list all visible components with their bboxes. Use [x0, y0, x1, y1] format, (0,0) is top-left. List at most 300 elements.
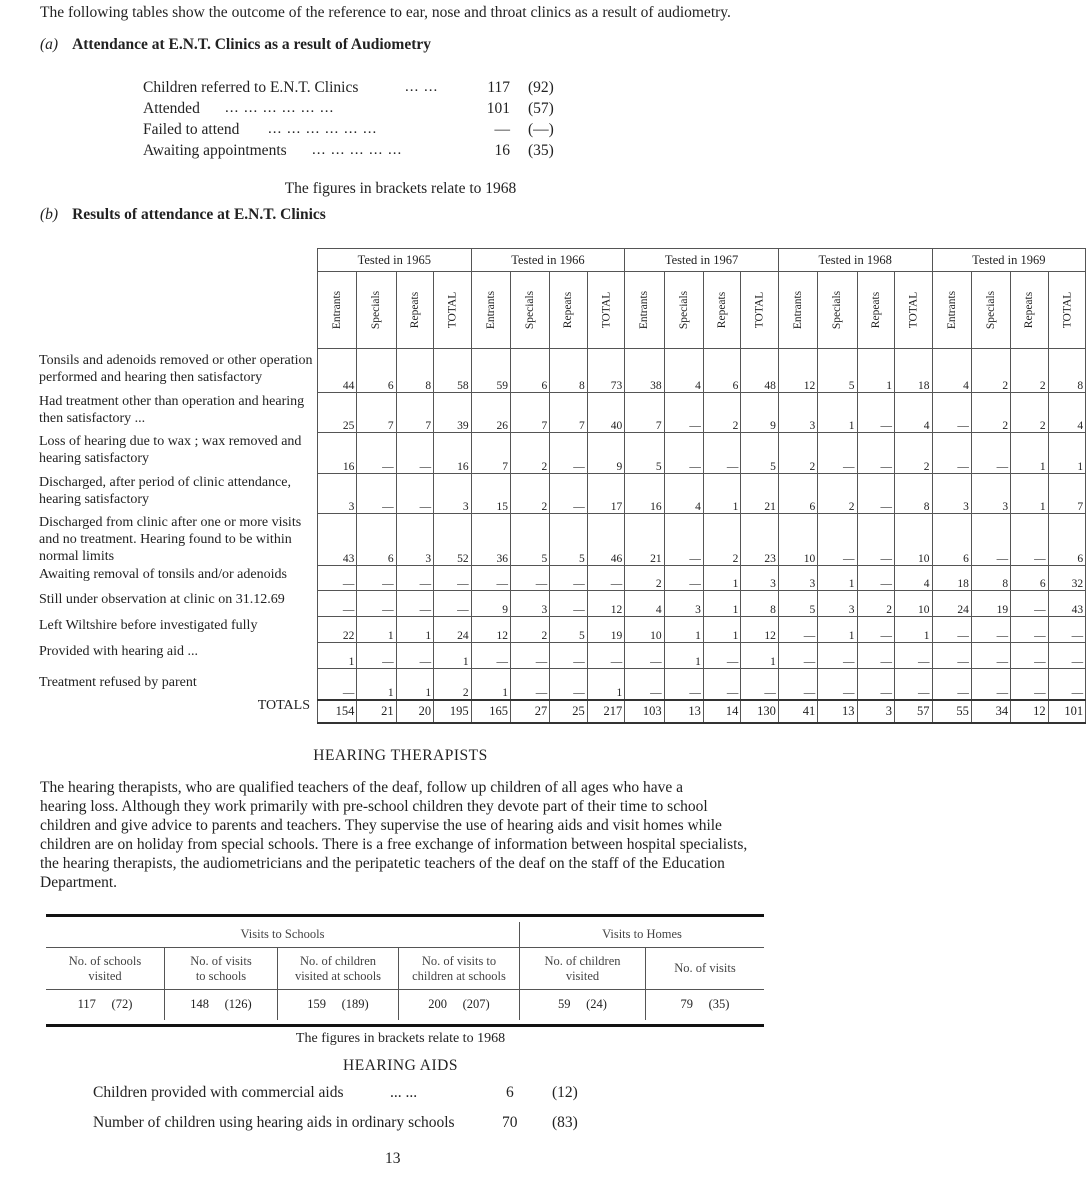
results-body [318, 349, 1086, 723]
visits-value: 117 (72) [46, 990, 165, 1020]
visits-header: No. of visits to schools [165, 948, 278, 990]
table-cell: — [625, 643, 664, 669]
table-cell: — [318, 591, 357, 617]
table-cell: — [778, 643, 817, 669]
aids-value: 6 [506, 1084, 514, 1101]
totals-cell: 165 [471, 700, 510, 723]
table-cell: 1 [818, 393, 857, 433]
table-cell: — [625, 669, 664, 700]
table-cell: 10 [894, 591, 932, 617]
table-cell: — [778, 617, 817, 643]
table-cell: 3 [396, 514, 433, 566]
attendance-prev: (35) [528, 142, 554, 159]
column-header-label: Specials [831, 290, 844, 330]
table-cell: — [664, 566, 703, 591]
totals-cell: 217 [587, 700, 625, 723]
table-cell: 43 [1048, 591, 1086, 617]
column-header [664, 272, 703, 349]
table-cell: 10 [625, 617, 664, 643]
table-cell: 4 [932, 349, 971, 393]
aids-prev: (83) [552, 1114, 578, 1131]
table-cell: 9 [587, 433, 625, 474]
totals-cell: 3 [857, 700, 894, 723]
intro-text: The following tables show the outcome of the reference to ear, nose and throat clinics as a result of audiometry. [40, 4, 731, 21]
column-header [625, 272, 664, 349]
column-header-label: TOTAL [907, 291, 920, 329]
totals-cell: 195 [434, 700, 472, 723]
table-cell: 6 [932, 514, 971, 566]
table-cell: 2 [434, 669, 472, 700]
table-cell: 6 [510, 349, 549, 393]
column-header [510, 272, 549, 349]
totals-cell: 13 [664, 700, 703, 723]
table-cell: 3 [318, 474, 357, 514]
totals-cell: 25 [550, 700, 587, 723]
results-row-label: Had treatment other than operation and hearing then satisfactory ... [39, 394, 305, 426]
table-cell: — [857, 393, 894, 433]
table-cell: — [357, 566, 396, 591]
table-cell: 1 [357, 669, 396, 700]
table-cell: — [587, 643, 625, 669]
table-row [318, 433, 1086, 474]
table-cell: 6 [703, 349, 740, 393]
column-header [1048, 272, 1086, 349]
column-header-label: Specials [677, 290, 690, 330]
attendance-prev: (92) [528, 79, 554, 96]
table-cell: 5 [741, 433, 779, 474]
results-row-label: Loss of hearing due to wax ; wax removed and hearing satisfactory [39, 434, 302, 466]
table-cell: 24 [932, 591, 971, 617]
table-cell: 1 [1011, 474, 1048, 514]
table-cell: — [971, 643, 1010, 669]
table-cell: 7 [550, 393, 587, 433]
table-cell: — [857, 514, 894, 566]
table-row [318, 474, 1086, 514]
table-cell: 4 [894, 566, 932, 591]
table-cell: — [510, 669, 549, 700]
table-cell: — [818, 433, 857, 474]
results-row-label: Discharged from clinic after one or more visits and no treatment. Hearing found to be within normal limits [39, 515, 302, 564]
attendance-prev: (—) [528, 121, 554, 138]
table-cell: 7 [1048, 474, 1086, 514]
results-row-label: Tonsils and adenoids removed or other operation performed and hearing then satisfactory [39, 353, 313, 385]
visits-value: 200 (207) [399, 990, 520, 1020]
table-cell: 1 [1048, 433, 1086, 474]
column-header [396, 272, 433, 349]
table-cell: 2 [1011, 349, 1048, 393]
table-cell: — [396, 566, 433, 591]
totals-cell: 34 [971, 700, 1010, 723]
attendance-label: Children referred to E.N.T. Clinics [143, 79, 359, 96]
results-row-label: Still under observation at clinic on 31.12.69 [39, 592, 285, 607]
table-cell: 5 [550, 514, 587, 566]
table-cell: 3 [818, 591, 857, 617]
table-cell: — [932, 643, 971, 669]
visits-to-homes-header: Visits to Homes [602, 926, 682, 941]
table-cell: 3 [510, 591, 549, 617]
therapists-heading: HEARING THERAPISTS [313, 747, 488, 764]
results-table [317, 248, 1086, 724]
attendance-dots: ... ... ... ... ... [312, 142, 403, 158]
totals-row [318, 700, 1086, 723]
column-header [971, 272, 1010, 349]
table-cell: 2 [857, 591, 894, 617]
table-cell: 2 [971, 393, 1010, 433]
table-row [318, 393, 1086, 433]
totals-cell: 103 [625, 700, 664, 723]
table-cell: 1 [818, 566, 857, 591]
table-cell: — [971, 514, 1010, 566]
table-cell: — [1048, 643, 1086, 669]
table-cell: 6 [1011, 566, 1048, 591]
table-cell: 25 [318, 393, 357, 433]
column-header-label: Repeats [1023, 291, 1036, 329]
column-header-label: Specials [370, 290, 383, 330]
totals-cell: 13 [818, 700, 857, 723]
column-header-label: TOTAL [599, 291, 612, 329]
table-cell: — [818, 514, 857, 566]
results-row-label: Awaiting removal of tonsils and/or adenoids [39, 567, 287, 582]
table-cell: — [703, 433, 740, 474]
table-cell: — [857, 617, 894, 643]
table-cell: 4 [625, 591, 664, 617]
table-cell: 12 [778, 349, 817, 393]
column-header [894, 272, 932, 349]
column-header-label: Entrants [484, 290, 497, 330]
table-cell: — [357, 433, 396, 474]
table-cell: 2 [625, 566, 664, 591]
table-cell: 1 [818, 617, 857, 643]
table-cell: 9 [741, 393, 779, 433]
column-header-label: Repeats [562, 291, 575, 329]
table-cell: 6 [778, 474, 817, 514]
column-header-label: Entrants [331, 290, 344, 330]
table-cell: — [1011, 514, 1048, 566]
table-cell: 7 [625, 393, 664, 433]
totals-cell: 14 [703, 700, 740, 723]
table-cell: — [971, 669, 1010, 700]
results-row-label: Provided with hearing aid ... [39, 644, 199, 659]
table-cell: — [932, 617, 971, 643]
table-cell: — [818, 643, 857, 669]
visits-table [46, 914, 764, 1027]
attendance-value: 16 [494, 142, 510, 159]
table-cell: 16 [318, 433, 357, 474]
table-cell: — [550, 669, 587, 700]
table-cell: — [857, 474, 894, 514]
totals-cell: 101 [1048, 700, 1086, 723]
table-cell: 4 [1048, 393, 1086, 433]
column-header-label: TOTAL [753, 291, 766, 329]
results-row-label: Treatment refused by parent [39, 675, 197, 690]
table-cell: 12 [587, 591, 625, 617]
visits-value: 79 (35) [680, 997, 730, 1012]
table-cell: 2 [971, 349, 1010, 393]
table-cell: — [664, 393, 703, 433]
section-a-label: (a) [40, 36, 59, 53]
table-cell: 3 [778, 566, 817, 591]
table-cell: — [971, 433, 1010, 474]
table-row [318, 669, 1086, 700]
table-cell: 23 [741, 514, 779, 566]
table-cell: — [510, 566, 549, 591]
year-header: Tested in 1968 [778, 249, 932, 272]
totals-cell: 55 [932, 700, 971, 723]
table-cell: 1 [664, 643, 703, 669]
table-cell: 12 [471, 617, 510, 643]
table-cell: 36 [471, 514, 510, 566]
visits-value: 159 (189) [278, 990, 399, 1020]
column-header-label: TOTAL [1060, 291, 1073, 329]
totals-cell: 41 [778, 700, 817, 723]
table-cell: 26 [471, 393, 510, 433]
therapists-paragraph [40, 778, 778, 892]
attendance-label: Awaiting appointments [143, 142, 287, 159]
table-cell: 19 [971, 591, 1010, 617]
paragraph-line: children are on holiday from special schools. There is a free exchange of information between hospital specialists, [40, 836, 748, 853]
table-cell: 2 [510, 474, 549, 514]
results-year-header [318, 249, 1086, 272]
table-cell: 8 [1048, 349, 1086, 393]
table-cell: 5 [625, 433, 664, 474]
table-cell: 8 [550, 349, 587, 393]
table-cell: — [357, 643, 396, 669]
table-cell: 39 [434, 393, 472, 433]
table-cell: — [357, 591, 396, 617]
year-header: Tested in 1967 [625, 249, 779, 272]
table-cell: — [664, 669, 703, 700]
table-cell: 19 [587, 617, 625, 643]
year-header: Tested in 1966 [471, 249, 625, 272]
table-cell: — [1048, 669, 1086, 700]
table-cell: 9 [471, 591, 510, 617]
visits-values-row [46, 990, 764, 1020]
column-header-label: Repeats [869, 291, 882, 329]
visits-header: No. of visits [674, 961, 736, 975]
section-b-title: Results of attendance at E.N.T. Clinics [72, 206, 326, 223]
table-cell: — [587, 566, 625, 591]
column-header-label: Repeats [408, 291, 421, 329]
table-cell: — [741, 669, 779, 700]
table-cell: — [818, 669, 857, 700]
table-cell: 6 [1048, 514, 1086, 566]
column-header [818, 272, 857, 349]
table-cell: 1 [857, 349, 894, 393]
paragraph-line: the hearing therapists, the audiometricians and the peripatetic teachers of the deaf on the staff of the Education [40, 855, 725, 872]
table-cell: — [550, 474, 587, 514]
attendance-value: 117 [487, 79, 510, 96]
table-cell: 43 [318, 514, 357, 566]
table-cell: — [471, 566, 510, 591]
table-cell: 1 [471, 669, 510, 700]
table-cell: 8 [396, 349, 433, 393]
column-header-label: Repeats [716, 291, 729, 329]
table-row [318, 349, 1086, 393]
table-cell: — [1011, 643, 1048, 669]
results-subheader [318, 272, 1086, 349]
table-cell: — [971, 617, 1010, 643]
table-cell: — [857, 669, 894, 700]
table-cell: 8 [971, 566, 1010, 591]
table-cell: — [510, 643, 549, 669]
table-cell: 24 [434, 617, 472, 643]
column-header [587, 272, 625, 349]
table-cell: — [396, 474, 433, 514]
table-cell: — [894, 643, 932, 669]
column-header [857, 272, 894, 349]
totals-cell: 57 [894, 700, 932, 723]
aids-heading: HEARING AIDS [343, 1057, 458, 1074]
table-cell: 8 [894, 474, 932, 514]
aids-prev: (12) [552, 1084, 578, 1101]
totals-cell: 154 [318, 700, 357, 723]
table-cell: 7 [396, 393, 433, 433]
table-cell: 8 [741, 591, 779, 617]
table-cell: 59 [471, 349, 510, 393]
table-cell: 15 [471, 474, 510, 514]
table-cell: 17 [587, 474, 625, 514]
aids-value: 70 [502, 1114, 518, 1131]
table-cell: 2 [778, 433, 817, 474]
table-cell: — [396, 433, 433, 474]
table-cell: — [550, 433, 587, 474]
visits-to-schools-header: Visits to Schools [46, 922, 520, 948]
table-cell: 6 [357, 349, 396, 393]
table-row [318, 617, 1086, 643]
results-row-label: Discharged, after period of clinic attendance, hearing satisfactory [39, 475, 292, 507]
table-cell: 16 [625, 474, 664, 514]
table-cell: 1 [703, 474, 740, 514]
table-cell: 1 [703, 617, 740, 643]
table-cell: — [471, 643, 510, 669]
paragraph-line: hearing loss. Although they work primarily with pre-school children they devote part of their time to school [40, 798, 708, 815]
table-cell: 18 [932, 566, 971, 591]
column-header [778, 272, 817, 349]
visits-header: No. of schools visited [46, 948, 165, 990]
table-cell: — [894, 669, 932, 700]
section-a-title: Attendance at E.N.T. Clinics as a result of Audiometry [72, 36, 432, 53]
table-row [318, 643, 1086, 669]
table-cell: 2 [1011, 393, 1048, 433]
column-header [550, 272, 587, 349]
table-cell: 5 [550, 617, 587, 643]
attendance-label: Attended [143, 100, 200, 117]
table-cell: 1 [587, 669, 625, 700]
column-header [741, 272, 779, 349]
table-cell: 5 [778, 591, 817, 617]
table-cell: — [932, 393, 971, 433]
visits-column-headers [46, 948, 764, 990]
table-cell: 16 [434, 433, 472, 474]
table-cell: 44 [318, 349, 357, 393]
table-cell: — [550, 566, 587, 591]
brackets-note: The figures in brackets relate to 1968 [284, 180, 517, 197]
totals-label: TOTALS [257, 698, 310, 713]
table-cell: 3 [741, 566, 779, 591]
table-cell: 1 [1011, 433, 1048, 474]
results-row-label: Left Wiltshire before investigated fully [39, 618, 258, 633]
table-cell: 7 [357, 393, 396, 433]
table-cell: 1 [357, 617, 396, 643]
column-header [703, 272, 740, 349]
totals-cell: 27 [510, 700, 549, 723]
table-cell: 7 [510, 393, 549, 433]
table-cell: — [703, 669, 740, 700]
table-cell: 5 [510, 514, 549, 566]
table-cell: 1 [703, 566, 740, 591]
table-cell: 1 [741, 643, 779, 669]
table-cell: 38 [625, 349, 664, 393]
totals-cell: 130 [741, 700, 779, 723]
table-cell: — [664, 433, 703, 474]
table-cell: — [857, 433, 894, 474]
section-b-heading [40, 206, 326, 224]
section-b-label: (b) [40, 206, 59, 223]
table-cell: 1 [664, 617, 703, 643]
page-number: 13 [385, 1150, 401, 1167]
table-cell: — [703, 643, 740, 669]
year-header: Tested in 1969 [932, 249, 1086, 272]
table-cell: — [318, 669, 357, 700]
visits-value: 148 (126) [165, 990, 278, 1020]
table-cell: — [857, 566, 894, 591]
table-cell: 46 [587, 514, 625, 566]
table-cell: 40 [587, 393, 625, 433]
visits-header: No. of children visited at schools [278, 948, 399, 990]
table-cell: 3 [932, 474, 971, 514]
table-cell: — [1011, 617, 1048, 643]
table-cell: — [318, 566, 357, 591]
table-cell: — [434, 566, 472, 591]
table-cell: 2 [894, 433, 932, 474]
column-header-label: Entrants [792, 290, 805, 330]
table-cell: 21 [741, 474, 779, 514]
table-cell: 2 [510, 433, 549, 474]
table-cell: 2 [703, 393, 740, 433]
table-cell: 58 [434, 349, 472, 393]
column-header [471, 272, 510, 349]
column-header-label: Specials [524, 290, 537, 330]
table-cell: — [932, 669, 971, 700]
column-header [357, 272, 396, 349]
table-cell: 4 [664, 474, 703, 514]
column-header [434, 272, 472, 349]
table-cell: — [932, 433, 971, 474]
table-cell: 52 [434, 514, 472, 566]
table-cell: 4 [894, 393, 932, 433]
table-cell: 1 [703, 591, 740, 617]
column-header-label: Entrants [638, 290, 651, 330]
totals-cell: 21 [357, 700, 396, 723]
attendance-dots: ... ... ... ... ... ... [225, 100, 335, 116]
table-cell: 2 [703, 514, 740, 566]
aids-label: Number of children using hearing aids in ordinary schools [93, 1114, 455, 1131]
table-cell: — [357, 474, 396, 514]
aids-label: Children provided with commercial aids [93, 1084, 344, 1101]
column-header-label: TOTAL [446, 291, 459, 329]
table-cell: 22 [318, 617, 357, 643]
table-cell: 10 [894, 514, 932, 566]
attendance-prev: (57) [528, 100, 554, 117]
table-cell: 21 [625, 514, 664, 566]
table-cell: 12 [741, 617, 779, 643]
visits-note: The figures in brackets relate to 1968 [295, 1031, 506, 1046]
table-cell: — [1048, 617, 1086, 643]
table-cell: 1 [894, 617, 932, 643]
visits-header: No. of visits to children at schools [399, 948, 520, 990]
table-cell: 3 [664, 591, 703, 617]
year-header: Tested in 1965 [318, 249, 472, 272]
